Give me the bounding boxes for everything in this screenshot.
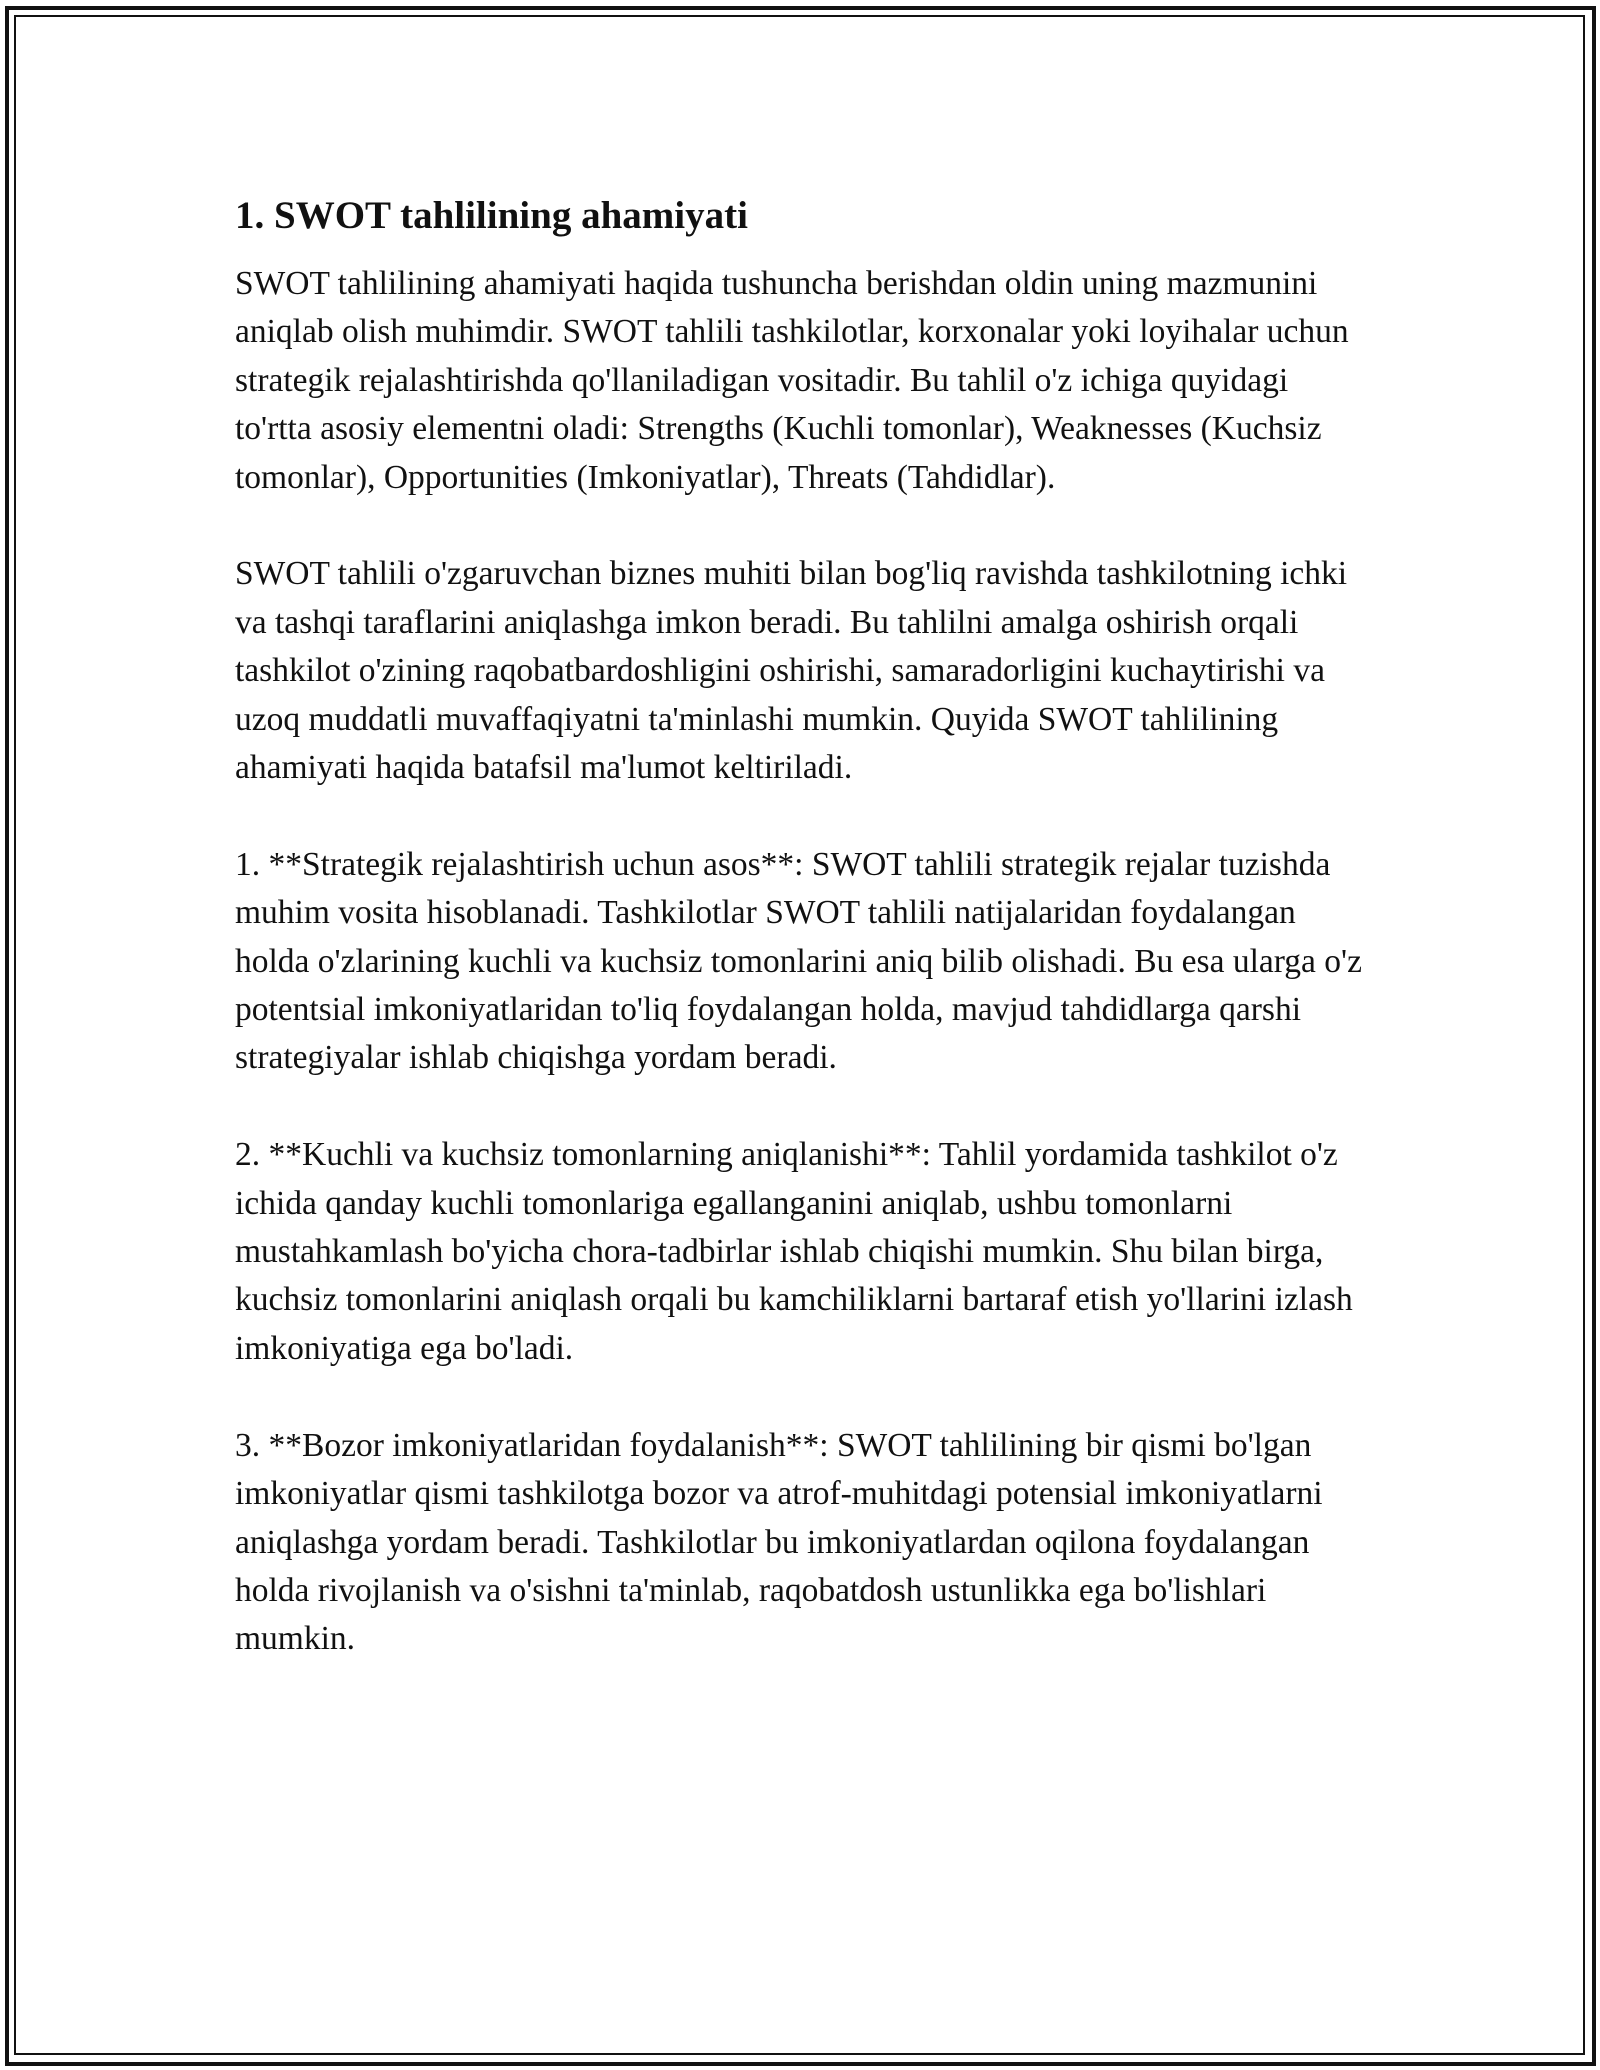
paragraph-context: SWOT tahlili o'zgaruvchan biznes muhiti bilan bog'liq ravishda tashkilotning ichki va tashqi taraflarini aniqlashga imkon beradi. Bu tahlilni amalga oshirish orqali tashkilot o'zining raqobatbardoshligini oshirishi, samaradorligini kuchaytirishi va uzoq muddatli muvaffaqiyatni ta'minlashi mumkin. Quyida SWOT tahlilining ahamiyati haqida batafsil ma'lumot keltiriladi.: [235, 555, 1348, 787]
document-body: [235, 190, 1365, 1664]
paragraph-point-3: 3. **Bozor imkoniyatlaridan foydalanish**: SWOT tahlilining bir qismi bo'lgan imkoniyatlar qismi tashkilotga bozor va atrof-muhitdagi potensial imkoniyatlarni aniqlashga yordam beradi. Tashkilotlar bu imkoniyatlardan oqilona foydalangan holda rivojlanish va o'sishni ta'minlab, raqobatdosh ustunlikka ega bo'lishlari mumkin.: [235, 1426, 1323, 1658]
section-heading: 1. SWOT tahlilining ahamiyati: [235, 194, 748, 237]
paragraph-intro: SWOT tahlilining ahamiyati haqida tushuncha berishdan oldin uning mazmunini aniqlab olish muhimdir. SWOT tahlili tashkilotlar, korxonalar yoki loyihalar uchun strategik rejalashtirishda qo'llaniladigan vositadir. Bu tahlil o'z ichiga quyidagi to'rtta asosiy elementni oladi: Strengths (Kuchli tomonlar), Weaknesses (Kuchsiz tomonlar), Opportunities (Imkoniyatlar), Threats (Tahdidlar).: [235, 265, 1349, 496]
paragraph-point-1: 1. **Strategik rejalashtirish uchun asos**: SWOT tahlili strategik rejalar tuzishda muhim vosita hisoblanadi. Tashkilotlar SWOT tahlili natijalaridan foydalangan holda o'zlarining kuchli va kuchsiz tomonlarini aniq bilib olishadi. Bu esa ularga o'z potentsial imkoniyatlaridan to'liq foydalangan holda, mavjud tahdidlarga qarshi strategiyalar ishlab chiqishga yordam beradi.: [235, 845, 1362, 1077]
paragraph-point-2: 2. **Kuchli va kuchsiz tomonlarning aniqlanishi**: Tahlil yordamida tashkilot o'z ichida qanday kuchli tomonlariga egallanganini aniqlab, ushbu tomonlarni mustahkamlash bo'yicha chora-tadbirlar ishlab chiqishi mumkin. Shu bilan birga, kuchsiz tomonlarini aniqlash orqali bu kamchiliklarni bartaraf etish yo'llarini izlash imkoniyatiga ega bo'ladi.: [235, 1136, 1353, 1367]
